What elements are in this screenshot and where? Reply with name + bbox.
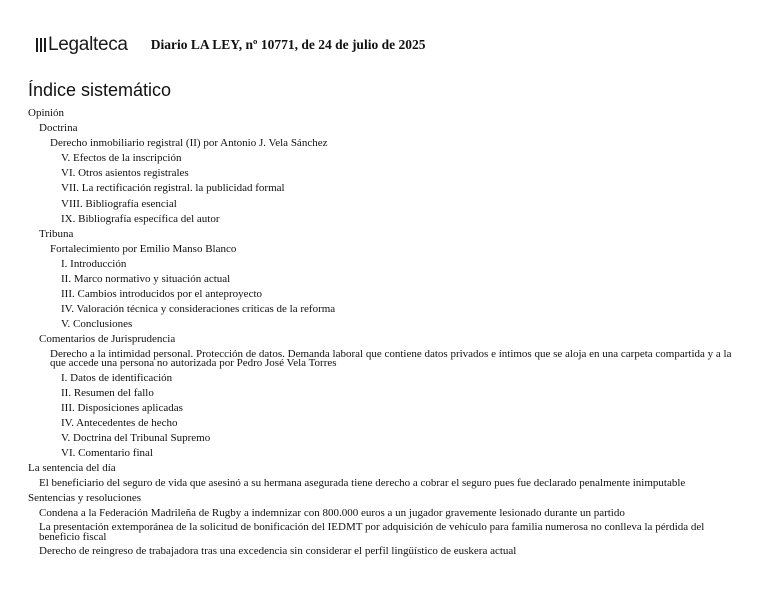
toc-item[interactable]: I. Introducción	[61, 257, 127, 270]
toc-subsection-comentarios[interactable]: Comentarios de Jurisprudencia	[39, 333, 176, 346]
toc-item-resolucion[interactable]: La presentación extemporánea de la solicitud de bonificación del IEDMT por adquisición de vehículo para familia numerosa no conlleva la pérdida del beneficio fiscal	[39, 521, 705, 543]
document-header	[36, 33, 425, 57]
toc-section-resoluciones[interactable]: Sentencias y resoluciones	[28, 492, 142, 505]
issue-title: Diario LA LEY, nº 10771, de 24 de julio de 2025	[150, 37, 426, 52]
toc-item[interactable]: III. Disposiciones aplicadas	[61, 401, 183, 414]
logo-bars-icon	[36, 38, 46, 52]
toc-item[interactable]: IV. Antecedentes de hecho	[61, 416, 178, 429]
toc-article-doctrina[interactable]: Derecho inmobiliario registral (II) por Antonio J. Vela Sánchez	[50, 137, 328, 150]
toc-item-resolucion[interactable]: Derecho de reingreso de trabajadora tras una excedencia sin considerar el perfil lingüístico de euskera actual	[39, 545, 517, 558]
toc-subsection-tribuna[interactable]: Tribuna	[39, 227, 74, 240]
toc-item[interactable]: V. Doctrina del Tribunal Supremo	[61, 431, 211, 444]
toc-item[interactable]: V. Conclusiones	[61, 318, 133, 331]
toc-item[interactable]: IV. Valoración técnica y consideraciones críticas de la reforma	[61, 303, 336, 316]
toc-item[interactable]: III. Cambios introducidos por el anteproyecto	[61, 288, 263, 301]
toc-item[interactable]: VI. Comentario final	[61, 446, 153, 459]
toc-article-tribuna[interactable]: Fortalecimiento por Emilio Manso Blanco	[50, 242, 237, 255]
toc-article-comentarios[interactable]: Derecho a la intimidad personal. Protección de datos. Demanda laboral que contiene datos privados e íntimos que se aloja en una carpeta compartida y a la que accede una persona no autorizada por Pedro José Vela Torres	[50, 347, 732, 369]
index-title: Índice sistemático	[28, 80, 172, 100]
toc-item[interactable]: VII. La rectificación registral. la publicidad formal	[61, 182, 285, 195]
toc-section-sentencia[interactable]: La sentencia del día	[28, 462, 116, 475]
toc-item-sentencia[interactable]: El beneficiario del seguro de vida que asesinó a su hermana asegurada tiene derecho a cobrar el seguro pues fue declarado penalmente inimputable	[39, 477, 686, 490]
toc-item[interactable]: VIII. Bibliografía esencial	[61, 197, 177, 210]
legalteca-logo	[36, 34, 128, 56]
toc-item[interactable]: VI. Otros asientos registrales	[61, 167, 189, 180]
table-of-contents	[0, 106, 763, 560]
toc-section-opinion[interactable]: Opinión	[28, 107, 65, 119]
toc-item[interactable]: II. Resumen del fallo	[61, 386, 154, 399]
toc-item[interactable]: V. Efectos de la inscripción	[61, 152, 182, 165]
toc-item-resolucion[interactable]: Condena a la Federación Madrileña de Rugby a indemnizar con 800.000 euros a un jugador gravemente lesionado durante un partido	[39, 507, 625, 520]
toc-item[interactable]: I. Datos de identificación	[61, 371, 173, 384]
logo-text: Legalteca	[48, 34, 128, 55]
toc-item[interactable]: IX. Bibliografía específica del autor	[61, 212, 220, 225]
toc-subsection-doctrina[interactable]: Doctrina	[39, 122, 78, 135]
toc-item[interactable]: II. Marco normativo y situación actual	[61, 273, 231, 286]
